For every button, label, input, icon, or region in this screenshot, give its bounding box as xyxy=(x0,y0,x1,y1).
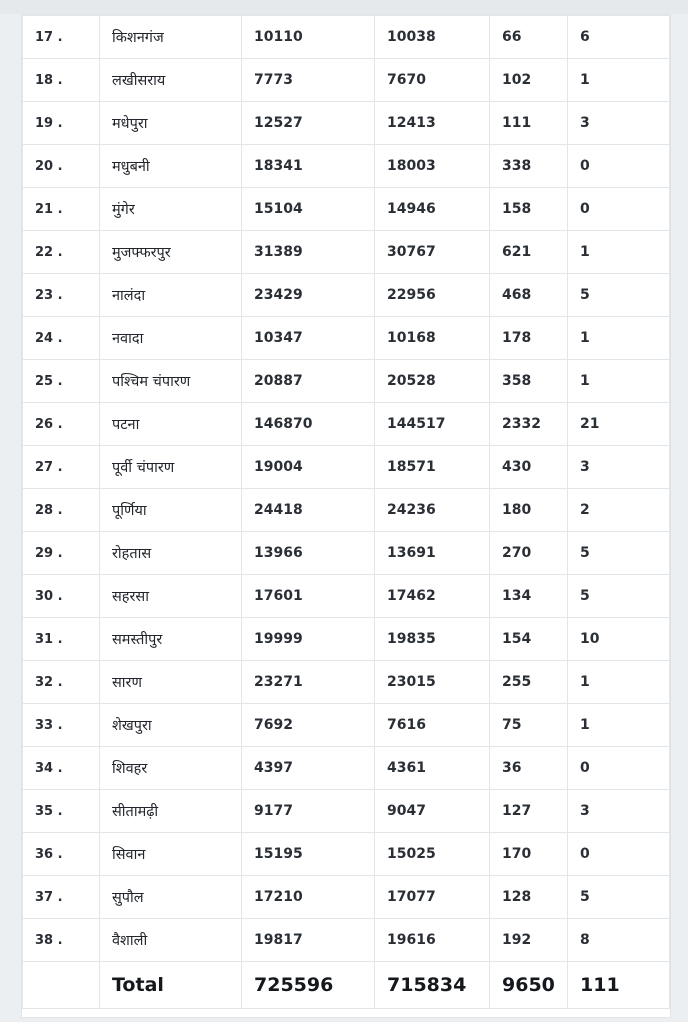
serial-number-cell: 21 . xyxy=(23,188,100,231)
value-col-2-cell: 23015 xyxy=(375,661,490,704)
serial-number-cell: 22 . xyxy=(23,231,100,274)
value-col-4-cell: 2 xyxy=(568,489,670,532)
district-stats-table xyxy=(22,15,670,1009)
value-col-1-cell: 24418 xyxy=(242,489,375,532)
table-row xyxy=(23,919,670,962)
value-col-2-cell: 14946 xyxy=(375,188,490,231)
value-col-3-cell: 102 xyxy=(490,59,568,102)
value-col-2-cell: 7670 xyxy=(375,59,490,102)
value-col-2-cell: 18003 xyxy=(375,145,490,188)
value-col-1-cell: 10110 xyxy=(242,16,375,59)
table-row xyxy=(23,317,670,360)
district-name-cell: किशनगंज xyxy=(100,16,242,59)
total-col-2-cell: 715834 xyxy=(375,962,490,1009)
value-col-1-cell: 20887 xyxy=(242,360,375,403)
serial-number-cell: 24 . xyxy=(23,317,100,360)
value-col-2-cell: 144517 xyxy=(375,403,490,446)
value-col-4-cell: 3 xyxy=(568,102,670,145)
value-col-2-cell: 10168 xyxy=(375,317,490,360)
value-col-3-cell: 66 xyxy=(490,16,568,59)
value-col-4-cell: 10 xyxy=(568,618,670,661)
table-row xyxy=(23,575,670,618)
value-col-3-cell: 154 xyxy=(490,618,568,661)
district-name-cell: सीतामढ़ी xyxy=(100,790,242,833)
district-name-cell: लखीसराय xyxy=(100,59,242,102)
value-col-4-cell: 1 xyxy=(568,59,670,102)
total-col-1-cell: 725596 xyxy=(242,962,375,1009)
table-row xyxy=(23,661,670,704)
total-col-4-cell: 111 xyxy=(568,962,670,1009)
district-name-cell: पूर्णिया xyxy=(100,489,242,532)
serial-number-cell: 35 . xyxy=(23,790,100,833)
serial-number-cell: 30 . xyxy=(23,575,100,618)
value-col-4-cell: 21 xyxy=(568,403,670,446)
value-col-1-cell: 10347 xyxy=(242,317,375,360)
value-col-2-cell: 20528 xyxy=(375,360,490,403)
value-col-4-cell: 0 xyxy=(568,145,670,188)
table-row xyxy=(23,145,670,188)
value-col-4-cell: 5 xyxy=(568,532,670,575)
value-col-1-cell: 146870 xyxy=(242,403,375,446)
value-col-2-cell: 4361 xyxy=(375,747,490,790)
value-col-4-cell: 5 xyxy=(568,876,670,919)
table-row xyxy=(23,790,670,833)
value-col-2-cell: 17077 xyxy=(375,876,490,919)
value-col-4-cell: 1 xyxy=(568,360,670,403)
table-row xyxy=(23,747,670,790)
value-col-3-cell: 180 xyxy=(490,489,568,532)
value-col-1-cell: 4397 xyxy=(242,747,375,790)
value-col-2-cell: 12413 xyxy=(375,102,490,145)
value-col-4-cell: 3 xyxy=(568,790,670,833)
value-col-4-cell: 3 xyxy=(568,446,670,489)
table-row xyxy=(23,704,670,747)
serial-number-cell: 17 . xyxy=(23,16,100,59)
value-col-1-cell: 9177 xyxy=(242,790,375,833)
district-name-cell: सहरसा xyxy=(100,575,242,618)
value-col-3-cell: 134 xyxy=(490,575,568,618)
table-row xyxy=(23,274,670,317)
district-name-cell: सारण xyxy=(100,661,242,704)
value-col-2-cell: 22956 xyxy=(375,274,490,317)
district-name-cell: पूर्वी चंपारण xyxy=(100,446,242,489)
value-col-1-cell: 23429 xyxy=(242,274,375,317)
table-row xyxy=(23,16,670,59)
value-col-3-cell: 178 xyxy=(490,317,568,360)
value-col-2-cell: 7616 xyxy=(375,704,490,747)
value-col-1-cell: 17601 xyxy=(242,575,375,618)
value-col-3-cell: 468 xyxy=(490,274,568,317)
bottom-bar xyxy=(0,1018,688,1022)
value-col-1-cell: 23271 xyxy=(242,661,375,704)
serial-number-cell: 28 . xyxy=(23,489,100,532)
value-col-4-cell: 6 xyxy=(568,16,670,59)
table-row xyxy=(23,360,670,403)
serial-number-cell: 20 . xyxy=(23,145,100,188)
serial-number-cell: 32 . xyxy=(23,661,100,704)
serial-number-cell: 19 . xyxy=(23,102,100,145)
value-col-3-cell: 338 xyxy=(490,145,568,188)
value-col-4-cell: 0 xyxy=(568,833,670,876)
table-row xyxy=(23,618,670,661)
value-col-3-cell: 358 xyxy=(490,360,568,403)
value-col-3-cell: 2332 xyxy=(490,403,568,446)
value-col-4-cell: 1 xyxy=(568,231,670,274)
value-col-3-cell: 170 xyxy=(490,833,568,876)
value-col-1-cell: 13966 xyxy=(242,532,375,575)
serial-number-cell: 18 . xyxy=(23,59,100,102)
value-col-1-cell: 17210 xyxy=(242,876,375,919)
total-label-cell: Total xyxy=(100,962,242,1009)
value-col-1-cell: 15104 xyxy=(242,188,375,231)
district-name-cell: मधेपुरा xyxy=(100,102,242,145)
value-col-3-cell: 127 xyxy=(490,790,568,833)
value-col-1-cell: 12527 xyxy=(242,102,375,145)
value-col-4-cell: 8 xyxy=(568,919,670,962)
district-name-cell: शिवहर xyxy=(100,747,242,790)
value-col-1-cell: 7692 xyxy=(242,704,375,747)
value-col-2-cell: 30767 xyxy=(375,231,490,274)
district-name-cell: रोहतास xyxy=(100,532,242,575)
value-col-2-cell: 18571 xyxy=(375,446,490,489)
serial-number-cell: 33 . xyxy=(23,704,100,747)
value-col-3-cell: 192 xyxy=(490,919,568,962)
table-row xyxy=(23,102,670,145)
value-col-1-cell: 19817 xyxy=(242,919,375,962)
serial-number-cell: 37 . xyxy=(23,876,100,919)
value-col-2-cell: 17462 xyxy=(375,575,490,618)
value-col-3-cell: 158 xyxy=(490,188,568,231)
serial-number-cell: 36 . xyxy=(23,833,100,876)
value-col-4-cell: 0 xyxy=(568,188,670,231)
district-name-cell: नालंदा xyxy=(100,274,242,317)
value-col-2-cell: 24236 xyxy=(375,489,490,532)
total-empty-cell xyxy=(23,962,100,1009)
table-row xyxy=(23,59,670,102)
district-name-cell: मधुबनी xyxy=(100,145,242,188)
district-name-cell: समस्तीपुर xyxy=(100,618,242,661)
table-body xyxy=(23,16,670,1009)
table-row xyxy=(23,446,670,489)
serial-number-cell: 34 . xyxy=(23,747,100,790)
serial-number-cell: 31 . xyxy=(23,618,100,661)
district-name-cell: सुपौल xyxy=(100,876,242,919)
serial-number-cell: 27 . xyxy=(23,446,100,489)
value-col-4-cell: 1 xyxy=(568,661,670,704)
table-row xyxy=(23,489,670,532)
serial-number-cell: 26 . xyxy=(23,403,100,446)
district-name-cell: पश्चिम चंपारण xyxy=(100,360,242,403)
total-col-3-cell: 9650 xyxy=(490,962,568,1009)
district-name-cell: पटना xyxy=(100,403,242,446)
table-row xyxy=(23,403,670,446)
district-name-cell: मुंगेर xyxy=(100,188,242,231)
value-col-3-cell: 75 xyxy=(490,704,568,747)
table-row xyxy=(23,532,670,575)
value-col-3-cell: 36 xyxy=(490,747,568,790)
value-col-3-cell: 111 xyxy=(490,102,568,145)
table-row xyxy=(23,876,670,919)
value-col-3-cell: 621 xyxy=(490,231,568,274)
value-col-3-cell: 430 xyxy=(490,446,568,489)
value-col-2-cell: 19835 xyxy=(375,618,490,661)
value-col-4-cell: 1 xyxy=(568,317,670,360)
value-col-1-cell: 31389 xyxy=(242,231,375,274)
district-name-cell: सिवान xyxy=(100,833,242,876)
serial-number-cell: 29 . xyxy=(23,532,100,575)
total-row xyxy=(23,962,670,1009)
value-col-2-cell: 9047 xyxy=(375,790,490,833)
value-col-1-cell: 15195 xyxy=(242,833,375,876)
value-col-1-cell: 7773 xyxy=(242,59,375,102)
district-name-cell: मुजफ्फरपुर xyxy=(100,231,242,274)
district-name-cell: नवादा xyxy=(100,317,242,360)
serial-number-cell: 38 . xyxy=(23,919,100,962)
value-col-1-cell: 19004 xyxy=(242,446,375,489)
serial-number-cell: 25 . xyxy=(23,360,100,403)
value-col-3-cell: 270 xyxy=(490,532,568,575)
value-col-4-cell: 5 xyxy=(568,274,670,317)
district-name-cell: शेखपुरा xyxy=(100,704,242,747)
serial-number-cell: 23 . xyxy=(23,274,100,317)
table-row xyxy=(23,833,670,876)
value-col-4-cell: 1 xyxy=(568,704,670,747)
table-row xyxy=(23,188,670,231)
value-col-1-cell: 18341 xyxy=(242,145,375,188)
value-col-2-cell: 15025 xyxy=(375,833,490,876)
district-table-container xyxy=(21,14,671,1018)
table-row xyxy=(23,231,670,274)
value-col-2-cell: 19616 xyxy=(375,919,490,962)
value-col-4-cell: 5 xyxy=(568,575,670,618)
value-col-2-cell: 10038 xyxy=(375,16,490,59)
value-col-2-cell: 13691 xyxy=(375,532,490,575)
value-col-3-cell: 128 xyxy=(490,876,568,919)
top-bar xyxy=(0,0,688,14)
value-col-3-cell: 255 xyxy=(490,661,568,704)
value-col-4-cell: 0 xyxy=(568,747,670,790)
district-name-cell: वैशाली xyxy=(100,919,242,962)
value-col-1-cell: 19999 xyxy=(242,618,375,661)
